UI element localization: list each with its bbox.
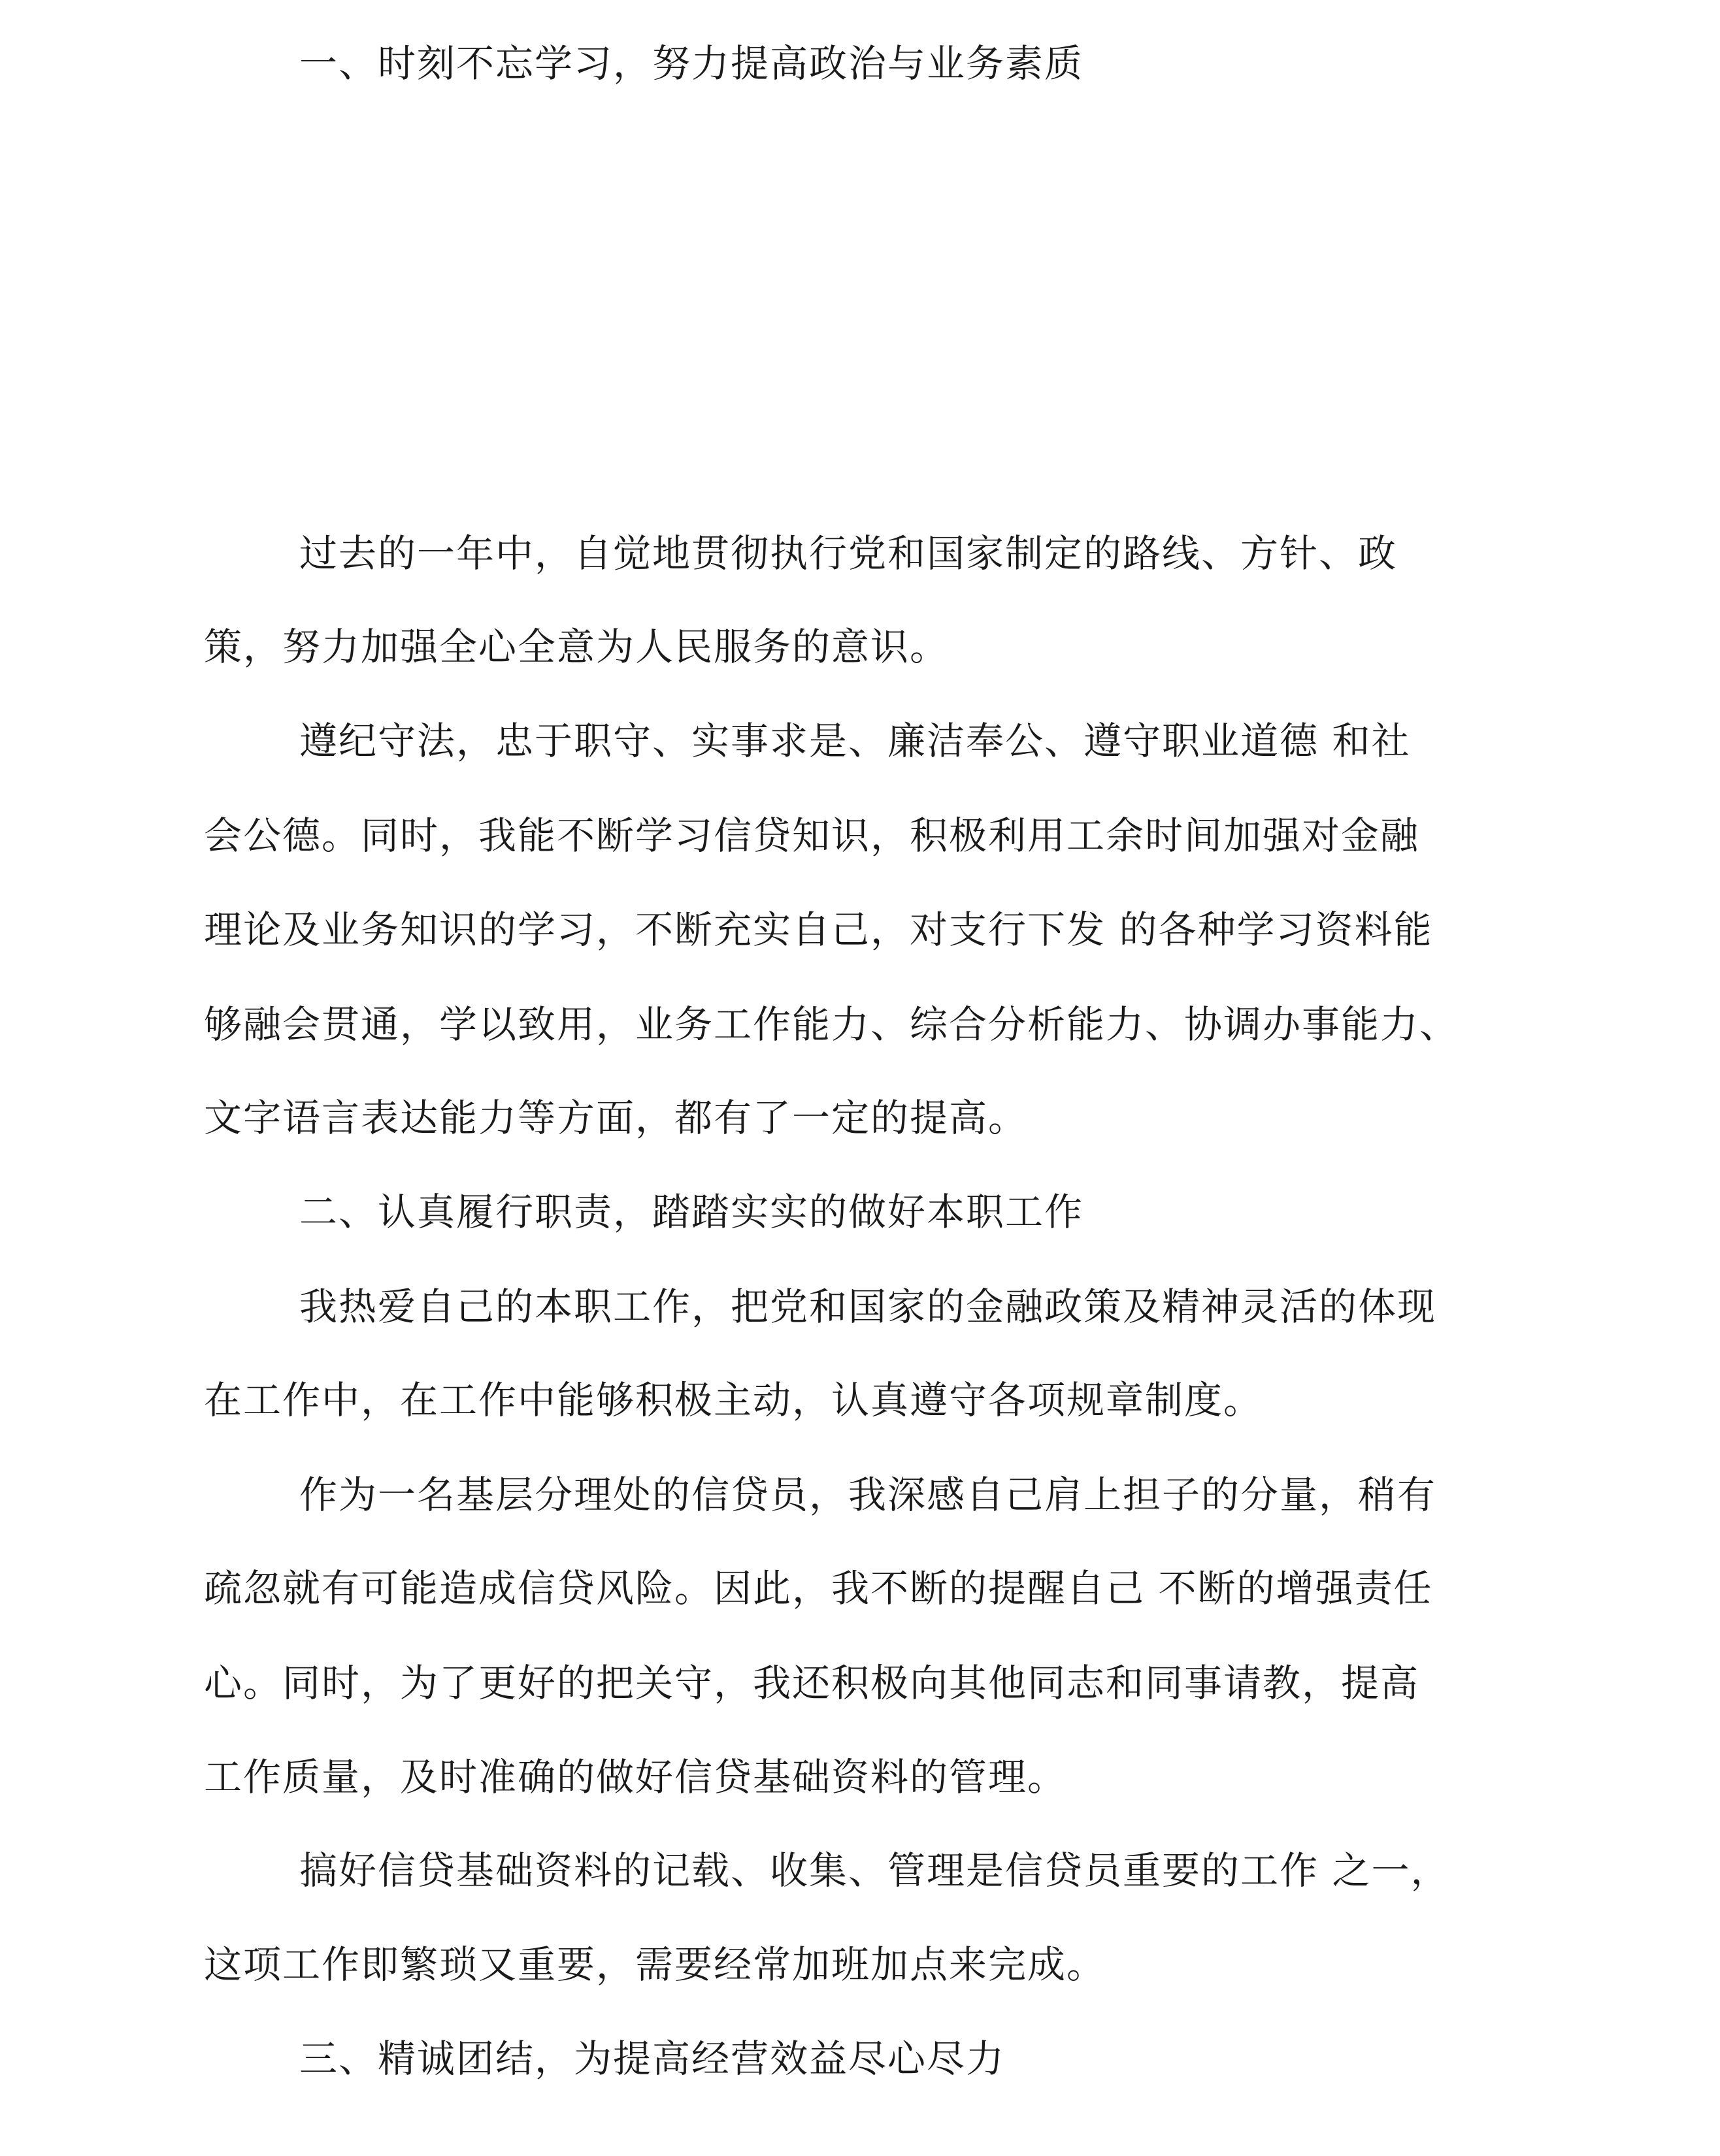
paragraph-line: 够融会贯通，学以致用，业务工作能力、综合分析能力、协调办事能力、 [204, 1002, 1459, 1047]
paragraph-line: 我热爱自己的本职工作，把党和国家的金融政策及精神灵活的体现 [299, 1284, 1437, 1329]
paragraph-line: 策，努力加强全心全意为人民服务的意识。 [204, 625, 950, 669]
paragraph-line: 作为一名基层分理处的信贷员，我深感自己肩上担子的分量，稍有 [299, 1473, 1437, 1517]
section-heading-2: 二、认真履行职责，踏踏实实的做好本职工作 [299, 1190, 1084, 1234]
paragraph-line: 理论及业务知识的学习，不断充实自己，对支行下发 的各种学习资料能 [204, 907, 1433, 952]
paragraph-line: 这项工作即繁琐又重要，需要经常加班加点来完成。 [204, 1942, 1106, 1987]
paragraph-line: 心。同时，为了更好的把关守，我还积极向其他同志和同事请教，提高 [204, 1661, 1420, 1705]
section-heading-1: 一、时刻不忘学习，努力提高政治与业务素质 [299, 41, 1084, 86]
section-heading-3: 三、精诚团结，为提高经营效益尽心尽力 [299, 2036, 1006, 2081]
paragraph-line: 遵纪守法，忠于职守、实事求是、廉洁奉公、遵守职业道德 和社 [299, 719, 1411, 763]
paragraph-line: 会公德。同时，我能不断学习信贷知识，积极利用工余时间加强对金融 [204, 813, 1420, 858]
paragraph-line: 疏忽就有可能造成信贷风险。因此，我不断的提醒自己 不断的增强责任 [204, 1566, 1433, 1610]
paragraph-line: 过去的一年中，自觉地贯彻执行党和国家制定的路线、方针、政 [299, 531, 1398, 576]
paragraph-line: 在工作中，在工作中能够积极主动，认真遵守各项规章制度。 [204, 1378, 1263, 1422]
paragraph-line: 搞好信贷基础资料的记载、收集、管理是信贷员重要的工作 之一， [299, 1848, 1450, 1893]
paragraph-line: 文字语言表达能力等方面，都有了一定的提高。 [204, 1096, 1028, 1140]
paragraph-line: 工作质量，及时准确的做好信贷基础资料的管理。 [204, 1755, 1067, 1799]
